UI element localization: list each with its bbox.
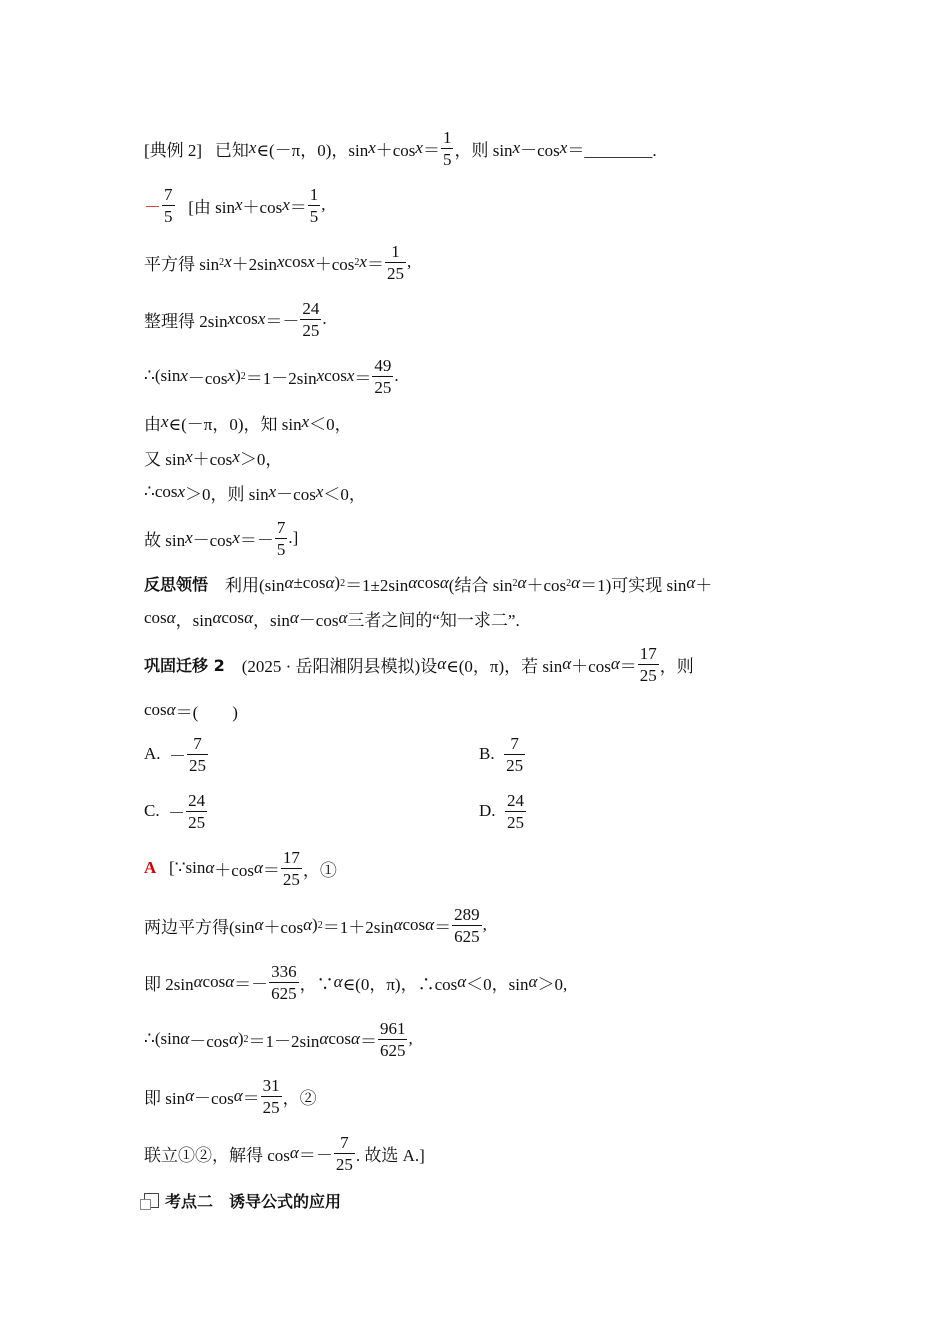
text: ∴(sin [144, 1029, 181, 1048]
option-label: C. [144, 801, 160, 820]
text: ∴cos [144, 482, 178, 501]
var-alpha: α [166, 700, 176, 719]
var-alpha: α [562, 654, 572, 673]
option-a[interactable] [144, 730, 209, 778]
fraction [308, 186, 321, 225]
denominator: 25 [262, 1097, 280, 1117]
var-x: x [185, 528, 193, 547]
var-alpha: α [233, 1086, 243, 1105]
solution-line-3 [144, 295, 327, 343]
denominator: 625 [454, 926, 480, 946]
answer-line-6 [144, 1129, 425, 1177]
fraction [378, 1020, 408, 1059]
text: 又 sin [144, 449, 186, 469]
text: ，∵ [299, 974, 334, 994]
superscript: 2 [340, 577, 346, 589]
text: －cos [189, 1031, 229, 1051]
var-x: x [368, 138, 376, 157]
var-alpha: α [253, 858, 263, 877]
text: ＝________. [567, 140, 657, 160]
fraction [281, 849, 302, 888]
option-label: B. [479, 744, 495, 763]
fraction [452, 906, 482, 945]
text: ＝－ [298, 1145, 333, 1165]
numerator: 24 [188, 790, 206, 810]
text: －cos [298, 610, 339, 630]
superscript: 2 [219, 256, 225, 268]
denominator: 5 [164, 206, 173, 226]
numerator: 24 [507, 790, 525, 810]
var-x: x [185, 447, 193, 466]
text: 即 2sin [144, 974, 194, 994]
option-fraction [505, 792, 526, 831]
answer-line-5 [144, 1072, 317, 1120]
fraction [372, 357, 393, 396]
var-x: x [227, 366, 236, 385]
var-x: x [180, 366, 188, 385]
denominator: 25 [335, 1154, 353, 1174]
var-x: x [301, 412, 310, 431]
denominator: 25 [302, 320, 320, 340]
option-label: A. [144, 744, 161, 763]
text: －cos [276, 484, 316, 504]
var-alpha: α [228, 1029, 238, 1048]
numerator: 1 [391, 241, 400, 261]
var-alpha: α [333, 972, 343, 991]
text: . [322, 309, 327, 328]
var-alpha: α [425, 915, 435, 934]
denominator: 25 [374, 377, 392, 397]
var-x: x [316, 366, 325, 385]
var-alpha: α [303, 915, 313, 934]
text: ±cos [293, 573, 326, 592]
superscript: 2 [243, 1033, 249, 1045]
numerator: 17 [282, 847, 300, 867]
var-x: x [227, 309, 236, 328]
var-x: x [257, 309, 266, 328]
text: ＜0，sin [466, 974, 529, 994]
answer-line-4 [144, 1015, 413, 1063]
text: cos [402, 915, 426, 934]
denominator: 625 [379, 1040, 406, 1060]
var-alpha: α [289, 608, 299, 627]
var-alpha: α [284, 573, 294, 592]
numerator: 7 [340, 1132, 349, 1152]
text: ＞0， [239, 449, 283, 469]
var-x: x [282, 195, 290, 214]
numerator: 336 [271, 961, 297, 981]
text: ，sin [175, 610, 213, 630]
var-alpha: α [193, 972, 203, 991]
fraction [261, 1077, 282, 1116]
solution-line-1 [144, 181, 326, 229]
text: ＝－ [265, 311, 300, 331]
denominator: 25 [506, 755, 524, 775]
denominator: 25 [386, 263, 404, 283]
numerator: 49 [374, 355, 392, 375]
text: ＝ [359, 1031, 377, 1051]
reflection-line-2 [144, 594, 520, 642]
fraction [385, 243, 406, 282]
text: ∈(－π，0)，sin [256, 140, 369, 160]
var-alpha: α [439, 573, 449, 592]
text: ＋cos [242, 197, 283, 217]
var-x: x [276, 252, 285, 271]
var-alpha: α [610, 654, 620, 673]
text: , [321, 195, 326, 214]
text: , [482, 915, 487, 934]
text: 整理得 2sin [144, 311, 228, 331]
var-alpha: α [185, 1086, 195, 1105]
text: ＝ [242, 1088, 260, 1108]
text: cos [144, 608, 167, 627]
var-alpha: α [408, 573, 418, 592]
fraction [300, 300, 321, 339]
text: [∵sin [169, 858, 206, 877]
option-b[interactable] [479, 730, 526, 778]
text: ＝ [354, 368, 372, 388]
text: cos [417, 573, 440, 592]
option-c[interactable] [144, 787, 208, 835]
text: ∈(0，π)，∴cos [342, 974, 458, 994]
var-alpha: α [319, 1029, 329, 1048]
superscript: 2 [512, 577, 518, 589]
var-x: x [268, 482, 277, 501]
option-d[interactable] [479, 787, 527, 835]
var-x: x [307, 252, 315, 271]
var-alpha: α [166, 608, 176, 627]
example-label: [典例 2] [144, 140, 203, 160]
text: ＝ [619, 656, 637, 676]
var-x: x [177, 482, 186, 501]
denominator: 5 [442, 149, 452, 169]
text: (结合 sin [448, 575, 513, 595]
option-label: D. [479, 801, 496, 820]
text: ，① [302, 860, 337, 880]
text: , [406, 252, 412, 271]
numerator: 7 [510, 733, 519, 753]
numerator: 1 [442, 127, 452, 147]
text: ＝( ) [175, 702, 238, 722]
text: ＝ [434, 917, 452, 937]
practice-question-2 [144, 686, 238, 734]
text: 由 [144, 414, 161, 434]
solution-line-8 [144, 514, 298, 562]
option-fraction [504, 735, 525, 774]
fraction [638, 645, 659, 684]
text: ) [237, 1029, 244, 1048]
text: [由 sin [188, 197, 235, 217]
fraction [269, 963, 299, 1002]
text: －cos [187, 368, 228, 388]
text: ∈(0，π)，若 sin [446, 656, 563, 676]
option-sign: － [168, 803, 186, 823]
numerator: 7 [193, 733, 202, 753]
text: ＝1)可实现 sin [580, 575, 687, 595]
var-alpha: α [393, 915, 403, 934]
numerator: 31 [262, 1075, 280, 1095]
var-alpha: α [517, 573, 527, 592]
text: ＋2sin [231, 254, 277, 274]
text: 三者之间的“知一求二”. [347, 610, 520, 630]
var-alpha: α [205, 858, 215, 877]
var-alpha: α [254, 915, 264, 934]
numerator: 24 [302, 298, 320, 318]
numerator: 1 [309, 184, 319, 204]
section-heading [144, 1176, 341, 1224]
option-fraction [186, 792, 207, 831]
text: cos [221, 608, 245, 627]
solution-line-4 [144, 352, 399, 400]
option-sign: － [169, 746, 187, 766]
var-x: x [415, 138, 423, 157]
text: ＋cos [571, 656, 611, 676]
var-x: x [232, 447, 240, 466]
numerator: 289 [454, 904, 480, 924]
text: (2025 · 岳阳湘阴县模拟)设 [241, 656, 438, 676]
var-x: x [248, 138, 257, 157]
text: 已知 [214, 140, 249, 160]
var-alpha: α [457, 972, 467, 991]
superscript: 2 [566, 577, 572, 589]
var-alpha: α [571, 573, 581, 592]
var-alpha: α [437, 654, 447, 673]
option-fraction [187, 735, 208, 774]
text: ，则 [659, 656, 694, 676]
text: －cos [192, 530, 233, 550]
text: cos [324, 366, 347, 385]
var-x: x [512, 138, 521, 157]
fraction [441, 129, 454, 168]
var-x: x [224, 252, 232, 271]
text: ∈(－π，0)，知 sin [168, 414, 302, 434]
var-x: x [232, 528, 240, 547]
solution-line-7 [144, 468, 366, 516]
text: ＋cos [375, 140, 416, 160]
text: ＜0， [309, 414, 352, 434]
answer-key: A [144, 858, 157, 877]
denominator: 25 [507, 812, 525, 832]
text: ＞0，则 sin [185, 484, 269, 504]
practice-question [144, 640, 694, 688]
text: ＋ [695, 575, 713, 595]
reflection-title: 反思领悟 [144, 574, 209, 594]
text: ) [334, 573, 341, 592]
text: cos [284, 252, 308, 271]
text: . [394, 366, 399, 385]
text: ，则 sin [454, 140, 513, 160]
text: ) [235, 366, 241, 385]
numerator: 17 [639, 643, 657, 663]
text: 平方得 sin [144, 254, 220, 274]
var-x: x [235, 195, 243, 214]
var-x: x [559, 138, 568, 157]
denominator: 5 [276, 539, 286, 559]
text: ＝ [422, 140, 440, 160]
example-question [144, 124, 657, 172]
text: ＞0, [537, 974, 568, 994]
denominator: 25 [639, 665, 657, 685]
answer-line-3 [144, 958, 567, 1006]
text: 故 sin [144, 530, 186, 550]
text: －cos [194, 1088, 234, 1108]
text: 即 sin [144, 1088, 186, 1108]
text: ＝1＋2sin [322, 917, 394, 937]
text: ＝1－2sin [248, 1031, 320, 1051]
text: ＝1－2sin [245, 368, 317, 388]
var-alpha: α [338, 608, 348, 627]
var-alpha: α [686, 573, 696, 592]
var-alpha: α [289, 1143, 299, 1162]
text: 利用(sin [225, 575, 285, 595]
text: ＝1±2sin [345, 575, 409, 595]
numerator: 7 [276, 517, 286, 537]
denominator: 25 [188, 812, 206, 832]
superscript: 2 [317, 919, 323, 931]
numerator: 7 [164, 184, 173, 204]
text: ＝－ [234, 974, 269, 994]
text: ＝ [262, 860, 280, 880]
text: ＋cos [263, 917, 304, 937]
text: ，② [282, 1088, 317, 1108]
practice-title: 巩固迁移 2 [144, 655, 225, 675]
denominator: 5 [309, 206, 319, 226]
text: ＝ [366, 254, 384, 274]
text: ＜0， [323, 484, 366, 504]
text: ＋cos [214, 860, 254, 880]
var-alpha: α [212, 608, 222, 627]
answer-line-1 [144, 844, 337, 892]
var-x: x [315, 482, 324, 501]
superscript: 2 [240, 370, 246, 382]
var-alpha: α [325, 573, 335, 592]
var-alpha: α [351, 1029, 360, 1048]
text: ＝ [289, 197, 307, 217]
var-x: x [346, 366, 355, 385]
text: cos [328, 1029, 351, 1048]
var-alpha: α [528, 972, 538, 991]
text: , [408, 1029, 413, 1048]
text: cos [144, 700, 167, 719]
text: ) [312, 915, 318, 934]
var-x: x [359, 252, 367, 271]
numerator: 961 [379, 1018, 406, 1038]
denominator: 25 [282, 869, 300, 889]
text: ＋cos [526, 575, 567, 595]
text: cos [235, 309, 258, 328]
answer-fraction [162, 186, 175, 225]
text: 联立①②，解得 cos [144, 1145, 290, 1165]
section-title: 考点二 诱导公式的应用 [165, 1191, 342, 1211]
text: ＋cos [192, 449, 233, 469]
var-alpha: α [225, 972, 235, 991]
solution-line-2 [144, 238, 411, 286]
text: ，sin [253, 610, 290, 630]
var-alpha: α [244, 608, 253, 627]
var-alpha: α [180, 1029, 190, 1048]
var-x: x [161, 412, 169, 431]
denominator: 25 [189, 755, 207, 775]
denominator: 625 [271, 983, 297, 1003]
answer-sign: － [144, 197, 161, 217]
section-box-icon [144, 1193, 159, 1208]
text: ∴(sin [144, 366, 181, 385]
text: .] [288, 528, 299, 547]
text: ＋cos [314, 254, 355, 274]
fraction [334, 1134, 355, 1173]
text: ＝－ [239, 530, 274, 550]
fraction [275, 519, 288, 558]
text: . 故选 A.] [355, 1145, 425, 1165]
superscript: 2 [354, 256, 360, 268]
text: －cos [520, 140, 560, 160]
answer-line-2 [144, 901, 487, 949]
text: 两边平方得(sin [144, 917, 255, 937]
text: cos [202, 972, 226, 991]
